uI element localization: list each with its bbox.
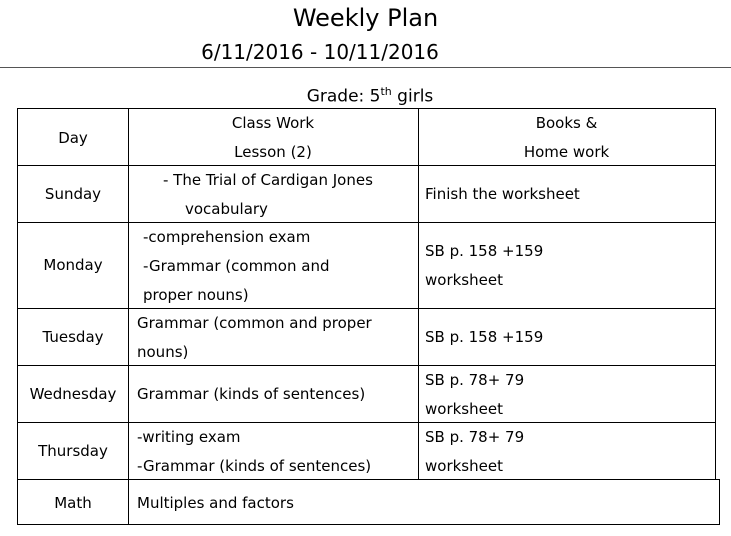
tuesday-classwork-1: Grammar (common and proper [137, 314, 372, 332]
grade-sup: th [380, 85, 392, 98]
monday-classwork-1: -comprehension exam [143, 228, 311, 246]
monday-classwork-2: -Grammar (common and [143, 257, 330, 275]
day-math: Math [54, 494, 92, 512]
math-classwork: Multiples and factors [137, 494, 294, 512]
thursday-classwork-2: -Grammar (kinds of sentences) [137, 457, 372, 475]
tuesday-books-1: SB p. 158 +159 [425, 328, 544, 346]
wednesday-books-1: SB p. 78+ 79 [425, 371, 525, 389]
monday-classwork-3: proper nouns) [143, 286, 249, 304]
thursday-books-1: SB p. 78+ 79 [425, 428, 525, 446]
day-monday: Monday [43, 256, 103, 274]
day-tuesday: Tuesday [42, 328, 104, 346]
wednesday-classwork-1: Grammar (kinds of sentences) [137, 385, 366, 403]
thursday-classwork-1: -writing exam [137, 428, 241, 446]
header-divider [0, 67, 731, 68]
grade-suffix: girls [391, 86, 434, 107]
day-wednesday: Wednesday [29, 385, 117, 403]
sunday-classwork-1: - The Trial of Cardigan Jones [163, 171, 373, 189]
sunday-classwork-2: vocabulary [185, 200, 268, 218]
thursday-books-2: worksheet [425, 457, 503, 475]
date-range: 6/11/2016 - 10/11/2016 [201, 40, 439, 64]
grade-label [0, 85, 731, 107]
header-classwork-2: Lesson (2) [234, 143, 312, 161]
sunday-books-1: Finish the worksheet [425, 185, 580, 203]
header-books-2: Home work [523, 143, 610, 161]
page-title: Weekly Plan [292, 4, 439, 32]
monday-books-1: SB p. 158 +159 [425, 242, 544, 260]
header-classwork-1: Class Work [231, 114, 315, 132]
wednesday-books-2: worksheet [425, 400, 503, 418]
day-sunday: Sunday [44, 185, 102, 203]
tuesday-classwork-2: nouns) [137, 343, 189, 361]
header-books-1: Books & [535, 114, 598, 132]
grade-prefix: Grade: 5 [306, 86, 381, 107]
monday-books-2: worksheet [425, 271, 503, 289]
header-day: Day [58, 129, 88, 147]
day-thursday: Thursday [38, 442, 108, 460]
